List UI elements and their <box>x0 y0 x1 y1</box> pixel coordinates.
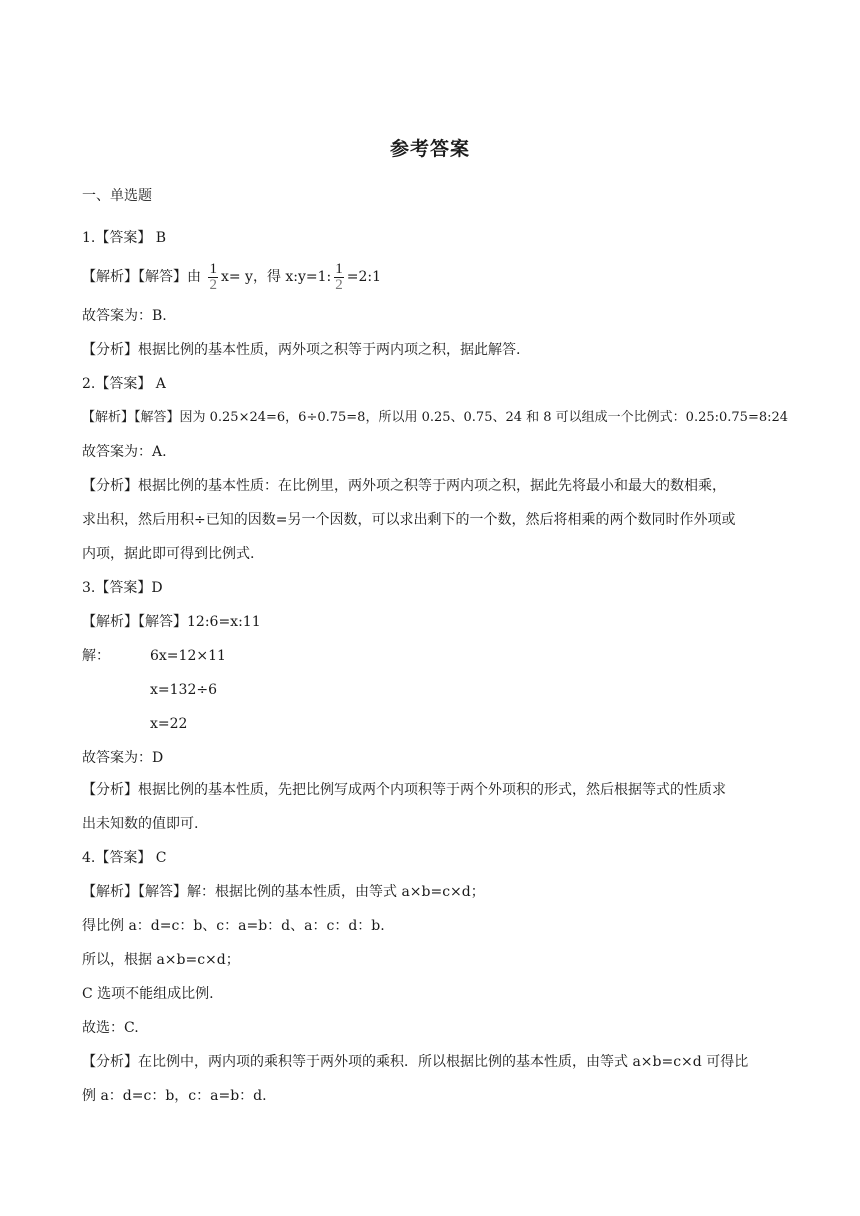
q3-solve-label: 解： <box>82 648 110 664</box>
q1-solution-end: =2:1 <box>346 269 382 285</box>
q1-solution <box>82 258 381 296</box>
q1-conclusion: 故答案为：B. <box>82 308 167 324</box>
section-heading: 一、单选题 <box>82 188 152 204</box>
q2-analysis-line-1: 【分析】根据比例的基本性质：在比例里，两外项之积等于两内项之积，据此先将最小和最大的数相乘， <box>82 478 726 494</box>
q3-solution: 【解析】【解答】12:6=x:11 <box>82 614 261 630</box>
q2-analysis-line-3: 内项，据此即可得到比例式. <box>82 546 255 562</box>
q4-solution: 【解析】【解答】解：根据比例的基本性质，由等式 a×b=c×d； <box>82 884 485 900</box>
q2-solution: 【解析】【解答】因为 0.25×24=6，6÷0.75=8，所以用 0.25、0.75、24 和 8 可以组成一个比例式：0.25:0.75=8:24 <box>82 410 789 425</box>
q1-solution-middle: x= y，得 x:y=1: <box>220 269 332 285</box>
q3-step-1: 6x=12×11 <box>150 648 226 664</box>
q2-conclusion: 故答案为：A. <box>82 444 167 460</box>
fraction-one-half <box>208 262 218 293</box>
q4-answer: 4.【答案】 C <box>82 850 167 866</box>
q4-line-5: 故选：C. <box>82 1020 139 1036</box>
q3-step-2: x=132÷6 <box>150 682 217 698</box>
q3-analysis-line-2: 出未知数的值即可. <box>82 816 199 832</box>
q3-answer: 3.【答案】D <box>82 580 163 596</box>
q3-step-3: x=22 <box>150 716 188 732</box>
fraction-one-half-2 <box>334 262 344 293</box>
q1-answer: 1.【答案】 B <box>82 230 167 246</box>
q3-conclusion: 故答案为：D <box>82 750 164 766</box>
fraction-numerator: 1 <box>335 260 343 277</box>
q3-analysis-line-1: 【分析】根据比例的基本性质，先把比例写成两个内项积等于两个外项积的形式，然后根据等式的性质求 <box>82 782 726 798</box>
q2-answer: 2.【答案】 A <box>82 376 166 392</box>
fraction-numerator: 1 <box>209 260 217 277</box>
q4-analysis-line-2: 例 a：d=c：b，c：a=b：d. <box>82 1088 267 1104</box>
q1-solution-prefix: 【解析】【解答】由 <box>82 269 201 285</box>
q4-line-3: 所以，根据 a×b=c×d； <box>82 952 240 968</box>
fraction-denominator: 2 <box>335 276 343 293</box>
q4-line-4: C 选项不能组成比例. <box>82 986 214 1002</box>
q1-analysis: 【分析】根据比例的基本性质，两外项之积等于两内项之积，据此解答. <box>82 342 521 358</box>
q2-analysis-line-2: 求出积，然后用积÷已知的因数=另一个因数，可以求出剩下的一个数，然后将相乘的两个数同时作外项或 <box>82 512 736 528</box>
q4-line-2: 得比例 a：d=c：b、c：a=b：d、a：c：d：b. <box>82 918 385 934</box>
page-title: 参考答案 <box>389 138 470 160</box>
fraction-denominator: 2 <box>209 276 217 293</box>
q4-analysis-line-1: 【分析】在比例中，两内项的乘积等于两外项的乘积．所以根据比例的基本性质，由等式 a×b=c×d 可得比 <box>82 1054 749 1070</box>
